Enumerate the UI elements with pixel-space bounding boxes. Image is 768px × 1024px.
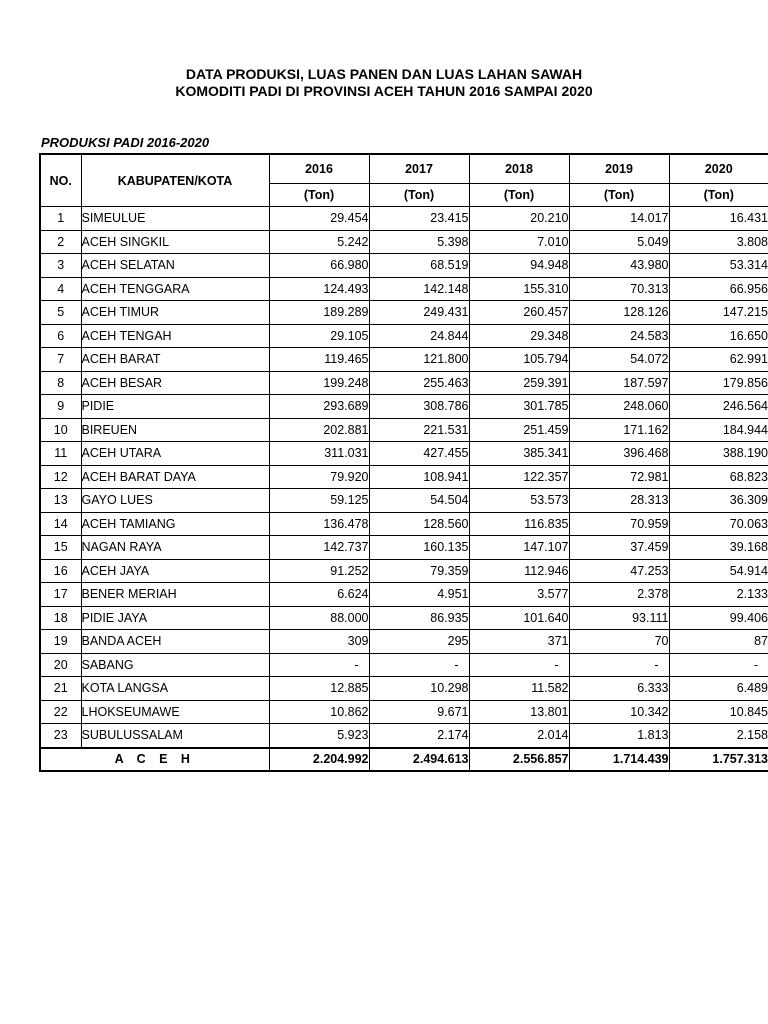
title-line-1: DATA PRODUKSI, LUAS PANEN DAN LUAS LAHAN SAWAH <box>185 66 583 82</box>
production-value: 29.348 <box>469 324 569 348</box>
production-value: 255.463 <box>369 371 469 395</box>
table-row <box>40 230 768 254</box>
table-row <box>40 465 768 489</box>
production-value: 12.885 <box>269 677 369 701</box>
row-number: 16 <box>40 559 81 583</box>
production-value: 62.991 <box>669 348 768 372</box>
production-value: 124.493 <box>269 277 369 301</box>
production-value: 70 <box>569 630 669 654</box>
production-value: 2.158 <box>669 724 768 748</box>
production-value: 88.000 <box>269 606 369 630</box>
region-name: ACEH BARAT <box>81 348 269 372</box>
production-value: 68.823 <box>669 465 768 489</box>
production-value: 29.454 <box>269 207 369 231</box>
table-body <box>40 207 768 748</box>
column-header-unit: (Ton) <box>669 184 768 207</box>
column-header-unit: (Ton) <box>369 184 469 207</box>
row-number: 9 <box>40 395 81 419</box>
production-value: 202.881 <box>269 418 369 442</box>
production-value: 2.133 <box>669 583 768 607</box>
total-value: 2.204.992 <box>269 748 369 771</box>
production-value: 128.126 <box>569 301 669 325</box>
production-value: 388.190 <box>669 442 768 466</box>
column-header-unit: (Ton) <box>469 184 569 207</box>
row-number: 12 <box>40 465 81 489</box>
column-header-year: 2020 <box>669 154 768 184</box>
production-value: 79.920 <box>269 465 369 489</box>
production-value: 308.786 <box>369 395 469 419</box>
production-value: 171.162 <box>569 418 669 442</box>
production-value: 301.785 <box>469 395 569 419</box>
total-row <box>40 748 768 771</box>
row-number: 22 <box>40 700 81 724</box>
total-value: 2.494.613 <box>369 748 469 771</box>
region-name: NAGAN RAYA <box>81 536 269 560</box>
region-name: ACEH TAMIANG <box>81 512 269 536</box>
production-value: 54.072 <box>569 348 669 372</box>
production-value: 119.465 <box>269 348 369 372</box>
total-value: 1.757.313 <box>669 748 768 771</box>
production-value: 112.946 <box>469 559 569 583</box>
row-number: 8 <box>40 371 81 395</box>
region-name: ACEH SINGKIL <box>81 230 269 254</box>
production-value: 6.333 <box>569 677 669 701</box>
production-value: 86.935 <box>369 606 469 630</box>
production-value: 87 <box>669 630 768 654</box>
row-number: 21 <box>40 677 81 701</box>
production-value: 128.560 <box>369 512 469 536</box>
production-value: 385.341 <box>469 442 569 466</box>
table-row <box>40 583 768 607</box>
production-value: 116.835 <box>469 512 569 536</box>
production-value: 10.862 <box>269 700 369 724</box>
production-value: 11.582 <box>469 677 569 701</box>
row-number: 20 <box>40 653 81 677</box>
production-value: 54.914 <box>669 559 768 583</box>
production-value: 105.794 <box>469 348 569 372</box>
table-row <box>40 324 768 348</box>
column-header-year: 2017 <box>369 154 469 184</box>
row-number: 23 <box>40 724 81 748</box>
production-value: 260.457 <box>469 301 569 325</box>
table-row <box>40 207 768 231</box>
production-value: 199.248 <box>269 371 369 395</box>
total-value: 2.556.857 <box>469 748 569 771</box>
production-value: 5.049 <box>569 230 669 254</box>
table-row <box>40 348 768 372</box>
production-value: - <box>269 653 369 677</box>
row-number: 15 <box>40 536 81 560</box>
production-value: 309 <box>269 630 369 654</box>
production-value: 189.289 <box>269 301 369 325</box>
production-value: 54.504 <box>369 489 469 513</box>
production-value: 14.017 <box>569 207 669 231</box>
table-row <box>40 512 768 536</box>
production-value: 16.431 <box>669 207 768 231</box>
row-number: 7 <box>40 348 81 372</box>
row-number: 5 <box>40 301 81 325</box>
production-value: - <box>469 653 569 677</box>
production-value: 16.650 <box>669 324 768 348</box>
column-header-year: 2016 <box>269 154 369 184</box>
column-header-unit: (Ton) <box>269 184 369 207</box>
production-value: 155.310 <box>469 277 569 301</box>
region-name: SABANG <box>81 653 269 677</box>
production-value: 53.573 <box>469 489 569 513</box>
production-value: 66.956 <box>669 277 768 301</box>
production-value: 53.314 <box>669 254 768 278</box>
production-value: 427.455 <box>369 442 469 466</box>
production-value: - <box>669 653 768 677</box>
region-name: BENER MERIAH <box>81 583 269 607</box>
table-row <box>40 536 768 560</box>
production-value: 147.215 <box>669 301 768 325</box>
production-value: 72.981 <box>569 465 669 489</box>
production-value: 47.253 <box>569 559 669 583</box>
table-row <box>40 254 768 278</box>
region-name: KOTA LANGSA <box>81 677 269 701</box>
production-value: 1.813 <box>569 724 669 748</box>
production-value: 91.252 <box>269 559 369 583</box>
region-name: PIDIE JAYA <box>81 606 269 630</box>
production-value: 10.845 <box>669 700 768 724</box>
region-name: ACEH TENGGARA <box>81 277 269 301</box>
region-name: ACEH BESAR <box>81 371 269 395</box>
production-value: 68.519 <box>369 254 469 278</box>
production-value: 251.459 <box>469 418 569 442</box>
table-row <box>40 442 768 466</box>
production-value: 184.944 <box>669 418 768 442</box>
row-number: 10 <box>40 418 81 442</box>
production-table <box>39 153 768 772</box>
production-value: 10.298 <box>369 677 469 701</box>
production-value: 179.856 <box>669 371 768 395</box>
region-name: SIMEULUE <box>81 207 269 231</box>
production-value: 93.111 <box>569 606 669 630</box>
production-value: 28.313 <box>569 489 669 513</box>
production-value: 59.125 <box>269 489 369 513</box>
production-value: 6.624 <box>269 583 369 607</box>
production-value: 70.959 <box>569 512 669 536</box>
production-value: 2.378 <box>569 583 669 607</box>
production-value: 10.342 <box>569 700 669 724</box>
production-value: 5.923 <box>269 724 369 748</box>
table-row <box>40 700 768 724</box>
total-value: 1.714.439 <box>569 748 669 771</box>
production-value: 249.431 <box>369 301 469 325</box>
column-header-region: KABUPATEN/KOTA <box>81 154 269 207</box>
production-value: 3.577 <box>469 583 569 607</box>
production-value: 37.459 <box>569 536 669 560</box>
production-value: 142.148 <box>369 277 469 301</box>
table-row <box>40 301 768 325</box>
production-value: 311.031 <box>269 442 369 466</box>
region-name: ACEH JAYA <box>81 559 269 583</box>
production-value: 295 <box>369 630 469 654</box>
production-value: 23.415 <box>369 207 469 231</box>
region-name: ACEH UTARA <box>81 442 269 466</box>
table-row <box>40 677 768 701</box>
production-value: 221.531 <box>369 418 469 442</box>
production-value: 24.583 <box>569 324 669 348</box>
production-value: 9.671 <box>369 700 469 724</box>
row-number: 18 <box>40 606 81 630</box>
column-header-year: 2018 <box>469 154 569 184</box>
region-name: ACEH SELATAN <box>81 254 269 278</box>
region-name: ACEH TENGAH <box>81 324 269 348</box>
production-value: 246.564 <box>669 395 768 419</box>
production-value: 29.105 <box>269 324 369 348</box>
production-value: 70.063 <box>669 512 768 536</box>
table-row <box>40 371 768 395</box>
region-name: BANDA ACEH <box>81 630 269 654</box>
production-value: - <box>369 653 469 677</box>
production-value: 121.800 <box>369 348 469 372</box>
production-value: 147.107 <box>469 536 569 560</box>
row-number: 4 <box>40 277 81 301</box>
production-value: 122.357 <box>469 465 569 489</box>
production-value: 99.406 <box>669 606 768 630</box>
production-value: 396.468 <box>569 442 669 466</box>
row-number: 19 <box>40 630 81 654</box>
table-row <box>40 418 768 442</box>
production-value: 66.980 <box>269 254 369 278</box>
table-row <box>40 489 768 513</box>
production-value: 108.941 <box>369 465 469 489</box>
table-row <box>40 395 768 419</box>
region-name: SUBULUSSALAM <box>81 724 269 748</box>
row-number: 1 <box>40 207 81 231</box>
production-value: - <box>569 653 669 677</box>
table-row <box>40 606 768 630</box>
production-value: 39.168 <box>669 536 768 560</box>
row-number: 3 <box>40 254 81 278</box>
region-name: BIREUEN <box>81 418 269 442</box>
document-title <box>0 66 768 100</box>
row-number: 2 <box>40 230 81 254</box>
production-value: 70.313 <box>569 277 669 301</box>
production-value: 7.010 <box>469 230 569 254</box>
region-name: LHOKSEUMAWE <box>81 700 269 724</box>
table-row <box>40 724 768 748</box>
production-value: 36.309 <box>669 489 768 513</box>
region-name: ACEH TIMUR <box>81 301 269 325</box>
production-value: 142.737 <box>269 536 369 560</box>
table-row <box>40 630 768 654</box>
production-value: 136.478 <box>269 512 369 536</box>
region-name: ACEH BARAT DAYA <box>81 465 269 489</box>
production-value: 3.808 <box>669 230 768 254</box>
production-value: 13.801 <box>469 700 569 724</box>
production-value: 5.398 <box>369 230 469 254</box>
table-row <box>40 559 768 583</box>
production-value: 2.014 <box>469 724 569 748</box>
production-value: 4.951 <box>369 583 469 607</box>
production-value: 187.597 <box>569 371 669 395</box>
production-value: 101.640 <box>469 606 569 630</box>
row-number: 13 <box>40 489 81 513</box>
table-row <box>40 653 768 677</box>
row-number: 17 <box>40 583 81 607</box>
column-header-unit: (Ton) <box>569 184 669 207</box>
row-number: 11 <box>40 442 81 466</box>
production-value: 24.844 <box>369 324 469 348</box>
production-value: 5.242 <box>269 230 369 254</box>
region-name: PIDIE <box>81 395 269 419</box>
production-value: 293.689 <box>269 395 369 419</box>
column-header-no: NO. <box>40 154 81 207</box>
table-row <box>40 277 768 301</box>
production-value: 371 <box>469 630 569 654</box>
section-title: PRODUKSI PADI 2016-2020 <box>41 135 210 150</box>
total-label: A C E H <box>40 748 269 771</box>
production-value: 43.980 <box>569 254 669 278</box>
production-value: 248.060 <box>569 395 669 419</box>
row-number: 6 <box>40 324 81 348</box>
row-number: 14 <box>40 512 81 536</box>
production-value: 2.174 <box>369 724 469 748</box>
production-value: 94.948 <box>469 254 569 278</box>
production-value: 160.135 <box>369 536 469 560</box>
title-line-2: KOMODITI PADI DI PROVINSI ACEH TAHUN 2016 SAMPAI 2020 <box>175 83 593 99</box>
production-value: 79.359 <box>369 559 469 583</box>
production-value: 20.210 <box>469 207 569 231</box>
region-name: GAYO LUES <box>81 489 269 513</box>
column-header-year: 2019 <box>569 154 669 184</box>
production-value: 6.489 <box>669 677 768 701</box>
production-value: 259.391 <box>469 371 569 395</box>
